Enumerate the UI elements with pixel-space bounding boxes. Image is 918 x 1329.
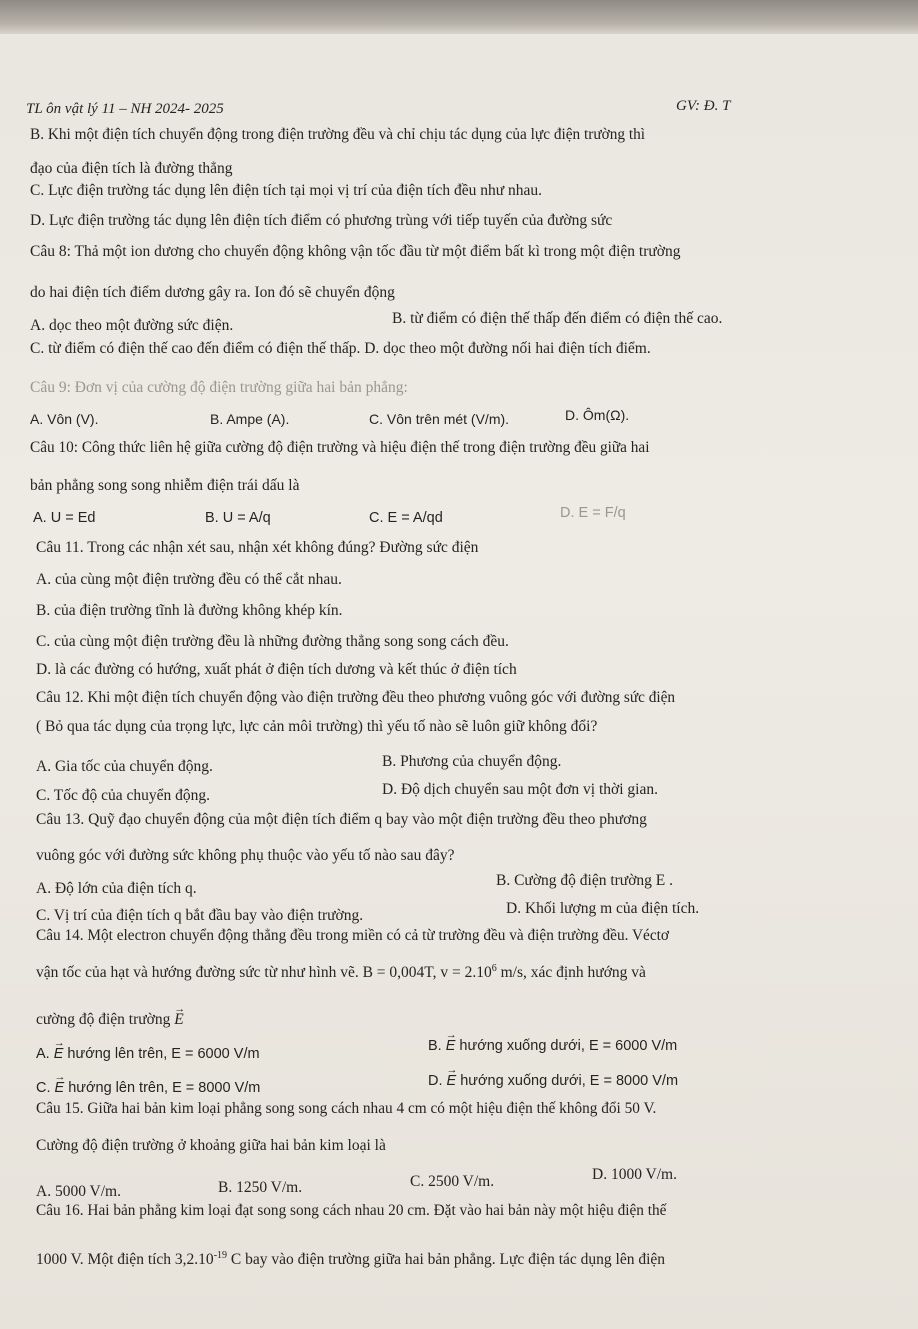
q9-option-d: D. Ôm(Ω).: [565, 407, 630, 423]
q7-option-b-line1: B. Khi một điện tích chuyển động trong điện trường đều và chỉ chịu tác dụng của lực điện trường thì: [30, 126, 645, 143]
q13-option-d: D. Khối lượng m của điện tích.: [506, 900, 700, 917]
q14-option-a-text: hướng lên trên, E = 6000 V/m: [63, 1046, 260, 1062]
q12-stem-line2: ( Bỏ qua tác dụng của trọng lực, lực cản môi trường) thì yếu tố nào sẽ luôn giữ không đổi?: [36, 718, 598, 735]
q9-option-a: A. Vôn (V).: [30, 411, 99, 427]
q12-option-b: B. Phương của chuyển động.: [382, 753, 562, 770]
q11-stem: Câu 11. Trong các nhận xét sau, nhận xét không đúng? Đường sức điện: [36, 539, 479, 556]
q14-option-b-text: hướng xuống dưới, E = 6000 V/m: [455, 1038, 678, 1054]
q10-stem-line1: Câu 10: Công thức liên hệ giữa cường độ điện trường và hiệu điện thế trong điện trường đều giữa hai: [30, 439, 650, 456]
q14-exponent: 6: [491, 963, 497, 974]
q14-option-b: [428, 1036, 677, 1056]
q10-option-c: C. E = A/qd: [369, 510, 443, 526]
q15-option-d: D. 1000 V/m.: [592, 1166, 677, 1183]
q16-stem-line2: [36, 1246, 665, 1270]
q13-stem-line1: Câu 13. Quỹ đạo chuyển động của một điện tích điểm q bay vào một điện trường đều theo phương: [36, 811, 647, 828]
q12-stem-line1: Câu 12. Khi một điện tích chuyển động vào điện trường đều theo phương vuông góc với đường sức điện: [36, 689, 676, 706]
q12-option-c: C. Tốc độ của chuyển động.: [36, 787, 211, 804]
q14-stem-line3: [36, 1010, 184, 1030]
q14-option-c: [36, 1078, 260, 1098]
q14-stem-line1: Câu 14. Một electron chuyển động thẳng đều trong miền có cả từ trường đều và điện trường đều. Véctơ: [36, 927, 669, 944]
q14-stem-line2: [36, 959, 646, 983]
q11-option-d: D. là các đường có hướng, xuất phát ở điện tích dương và kết thúc ở điện tích: [36, 661, 517, 678]
page-top-shadow: [0, 0, 918, 34]
header-teacher: GV: Đ. T: [676, 98, 731, 114]
field-vector-symbol: → E: [174, 1010, 183, 1030]
q7-option-d: D. Lực điện trường tác dụng lên điện tích điểm có phương trùng với tiếp tuyến của đường sức: [30, 212, 613, 229]
q14-option-d: [428, 1071, 678, 1091]
q7-option-b-line2: đạo của điện tích là đường thẳng: [30, 160, 233, 177]
q15-stem-line2: Cường độ điện trường ở khoảng giữa hai bản kim loại là: [36, 1137, 386, 1154]
q10-stem-line2: bản phẳng song song nhiễm điện trái dấu là: [30, 477, 300, 494]
field-vector-symbol: → E: [54, 1044, 64, 1064]
q8-stem-line1: Câu 8: Thả một ion dương cho chuyển động không vận tốc đầu từ một điểm bất kì trong một điện trường: [30, 243, 681, 260]
q14-option-d-letter: D.: [428, 1073, 447, 1089]
q10-option-a: A. U = Ed: [33, 510, 96, 526]
q9-stem: Câu 9: Đơn vị của cường độ điện trường giữa hai bản phẳng:: [30, 379, 408, 396]
q16-stem-text-b: C bay vào điện trường giữa hai bản phẳng. Lực điện tác dụng lên điện: [227, 1251, 666, 1269]
q10-option-d: D. E = F/q: [560, 505, 626, 521]
q14-option-d-text: hướng xuống dưới, E = 8000 V/m: [456, 1073, 679, 1089]
q11-option-c: C. của cùng một điện trường đều là những đường thẳng song song cách đều.: [36, 633, 509, 650]
q13-option-b: B. Cường độ điện trường E .: [496, 872, 673, 889]
q14-option-c-letter: C.: [36, 1080, 55, 1096]
q14-stem-text-b: m/s, xác định hướng và: [496, 964, 646, 982]
q14-stem-text-c: cường độ điện trường: [36, 1011, 175, 1028]
q15-option-c: C. 2500 V/m.: [410, 1173, 495, 1190]
field-vector-symbol: → E: [55, 1078, 65, 1098]
q16-exponent: -19: [213, 1250, 228, 1261]
q15-option-a: A. 5000 V/m.: [36, 1183, 121, 1200]
field-vector-symbol: → E: [447, 1071, 457, 1091]
q14-option-b-letter: B.: [428, 1038, 446, 1054]
q8-option-a: A. dọc theo một đường sức điện.: [30, 317, 234, 334]
q13-option-c: C. Vị trí của điện tích q bắt đầu bay vào điện trường.: [36, 907, 364, 924]
q14-option-a-letter: A.: [36, 1046, 54, 1062]
q8-stem-line2: do hai điện tích điểm dương gây ra. Ion đó sẽ chuyển động: [30, 284, 395, 301]
q14-option-c-text: hướng lên trên, E = 8000 V/m: [64, 1080, 261, 1096]
q16-stem-text-a: 1000 V. Một điện tích 3,2.10: [36, 1251, 214, 1269]
q10-option-b: B. U = A/q: [205, 510, 271, 526]
q13-stem-line2: vuông góc với đường sức không phụ thuộc vào yếu tố nào sau đây?: [36, 847, 455, 864]
q14-stem-text-a: vận tốc của hạt và hướng đường sức từ như hình vẽ. B = 0,004T, v = 2.10: [36, 964, 492, 982]
q7-option-c: C. Lực điện trường tác dụng lên điện tích tại mọi vị trí của điện tích đều như nhau.: [30, 182, 543, 199]
q9-option-b: B. Ampe (A).: [210, 411, 290, 427]
q16-stem-line1: Câu 16. Hai bản phẳng kim loại đạt song song cách nhau 20 cm. Đặt vào hai bản này một hiệu điện thế: [36, 1202, 667, 1219]
q11-option-a: A. của cùng một điện trường đều có thể cắt nhau.: [36, 571, 342, 588]
q12-option-d: D. Độ dịch chuyển sau một đơn vị thời gian.: [382, 781, 658, 798]
q11-option-b: B. của điện trường tĩnh là đường không khép kín.: [36, 602, 343, 619]
q15-option-b: B. 1250 V/m.: [218, 1179, 303, 1196]
q14-option-a: [36, 1044, 260, 1064]
q15-stem-line1: Câu 15. Giữa hai bản kim loại phẳng song song cách nhau 4 cm có một hiệu điện thế không đổi 50 V.: [36, 1100, 657, 1117]
q13-option-a: A. Độ lớn của điện tích q.: [36, 880, 197, 897]
q8-option-b: B. từ điểm có điện thế thấp đến điểm có điện thế cao.: [392, 310, 723, 327]
q12-option-a: A. Gia tốc của chuyển động.: [36, 758, 213, 775]
field-vector-symbol: → E: [446, 1036, 456, 1056]
q9-option-c: C. Vôn trên mét (V/m).: [369, 411, 510, 427]
header-course: TL ôn vật lý 11 – NH 2024- 2025: [26, 101, 224, 117]
q8-option-cd: C. từ điểm có điện thế cao đến điểm có điện thế thấp. D. dọc theo một đường nối hai điện tích điểm.: [30, 340, 651, 357]
